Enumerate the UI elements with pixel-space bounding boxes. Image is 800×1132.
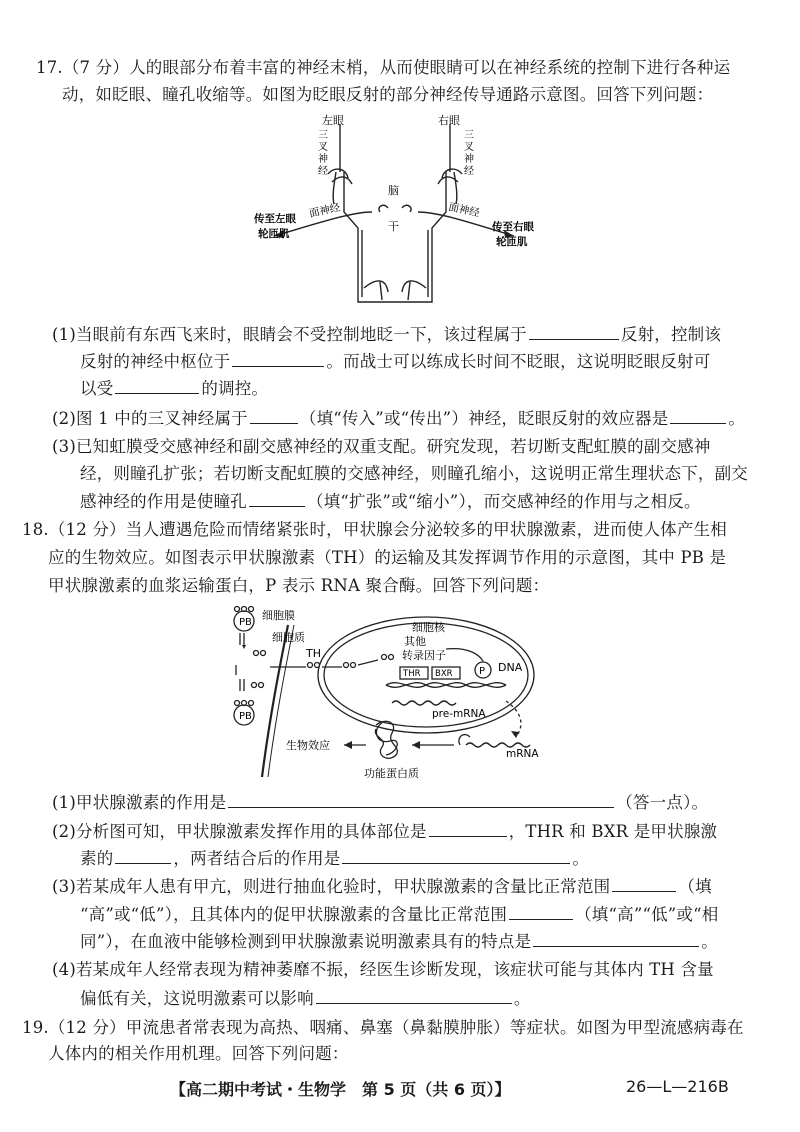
answer-blank[interactable] xyxy=(249,491,305,507)
cell-membrane-label: 细胞膜 xyxy=(262,609,295,622)
to-left-line1: 传至左眼 xyxy=(254,213,296,225)
to-right-line2: 轮匝肌 xyxy=(496,236,528,248)
q18-intro-line3: 甲状腺激素的血浆运输蛋白，P 表示 RNA 聚合酶。回答下列问题： xyxy=(48,576,550,595)
facial-left-label: 面神经 xyxy=(308,201,342,220)
q18-sub1-line1: (1)甲状腺激素的作用是 （答一点）。 xyxy=(52,793,709,812)
answer-blank[interactable] xyxy=(509,904,573,920)
q19-intro-line2: 人体内的相关作用机理。回答下列问题： xyxy=(48,1044,349,1063)
q18-intro-line2: 应的生物效应。如图表示甲状腺激素（TH）的运输及其发挥调节作用的示意图，其中 PB 是 xyxy=(48,548,727,567)
pb-bottom-label: PB xyxy=(239,711,252,722)
footer-title: 【高二期中考试・生物学 第 5 页（共 6 页）】 xyxy=(170,1080,511,1099)
blink-reflex-diagram xyxy=(252,112,542,312)
q18-sub2-line2: 素的 ，两者结合后的作用是 。 xyxy=(80,849,590,868)
trigeminal-left-label: 三叉神经 xyxy=(318,130,328,177)
left-eye-label: 左眼 xyxy=(322,114,344,127)
bxr-label: BXR xyxy=(435,669,453,679)
q17-intro-line1: 17.（7 分）人的眼部分布着丰富的神经末梢，从而使眼睛可以在神经系统的控制下进行各种运 xyxy=(36,58,731,77)
other-factor-line1: 其他 xyxy=(404,635,426,648)
to-right-line1: 传至右眼 xyxy=(492,221,534,233)
brain-top-label: 脑 xyxy=(388,184,399,197)
answer-blank[interactable] xyxy=(232,351,324,367)
q18-sub3-line2: “高”或“低”），且其体内的促甲状腺激素的含量比正常范围 （填“高”“低”或“相 xyxy=(80,905,719,924)
answer-blank[interactable] xyxy=(533,931,699,947)
answer-blank[interactable] xyxy=(612,876,676,892)
q17-sub1-line2: 反射的神经中枢位于 。而战士可以练成长时间不眨眼，这说明眨眼反射可 xyxy=(80,352,711,371)
q17-sub3-line2: 经，则瞳孔扩张；若切断支配虹膜的交感神经，则瞳孔缩小，这说明正常生理状态下，副交 xyxy=(80,464,748,483)
q17-sub2-line1: (2)图 1 中的三叉神经属于 （填“传入”或“传出”）神经，眨眼反射的效应器是 。 xyxy=(52,409,746,428)
cytoplasm-label: 细胞质 xyxy=(272,631,305,644)
q18-intro-line1: 18.（12 分）当人遭遇危险而情绪紧张时，甲状腺会分泌较多的甲状腺激素，进而使人体产生相 xyxy=(22,520,727,539)
p-label: P xyxy=(479,666,486,677)
answer-blank[interactable] xyxy=(342,848,570,864)
answer-blank[interactable] xyxy=(115,378,199,394)
thr-label: THR xyxy=(403,669,421,679)
trigeminal-right-label: 三叉神经 xyxy=(464,130,474,177)
answer-blank[interactable] xyxy=(228,792,614,808)
q18-sub3-line3: 同”），在血液中能够检测到甲状腺激素说明激素具有的特点是 。 xyxy=(80,932,718,951)
q17-sub3-line1: (3)已知虹膜受交感神经和副交感神经的双重支配。研究发现，若切断支配虹膜的副交感神 xyxy=(52,437,711,456)
right-eye-label: 右眼 xyxy=(438,114,460,127)
pb-top-label: PB xyxy=(239,617,252,628)
facial-right-label: 面神经 xyxy=(447,201,481,220)
q18-sub3-line1: (3)若某成年人患有甲亢，则进行抽血化验时，甲状腺激素的含量比正常范围 （填 xyxy=(52,877,712,896)
q18-sub2-line1: (2)分析图可知，甲状腺激素发挥作用的具体部位是 ，THR 和 BXR 是甲状腺激 xyxy=(52,822,718,841)
footer-code: 26—L—216B xyxy=(626,1077,729,1096)
dna-label: DNA xyxy=(498,661,523,674)
thyroid-hormone-diagram xyxy=(226,605,546,785)
answer-blank[interactable] xyxy=(529,324,619,340)
th-label: TH xyxy=(306,647,321,660)
q17-intro-line2: 动，如眨眼、瞳孔收缩等。如图为眨眼反射的部分神经传导通路示意图。回答下列问题： xyxy=(62,85,714,104)
q19-intro-line1: 19.（12 分）甲流患者常表现为高热、咽痛、鼻塞（鼻黏膜肿胀）等症状。如图为甲型流感病毒在 xyxy=(22,1018,744,1037)
bio-effect-label: 生物效应 xyxy=(286,739,330,752)
nucleus-label: 细胞核 xyxy=(412,621,445,634)
pre-mrna-label: pre-mRNA xyxy=(432,708,486,720)
q17-sub1-line3: 以受 的调控。 xyxy=(80,379,269,398)
answer-blank[interactable] xyxy=(115,848,171,864)
answer-blank[interactable] xyxy=(670,408,726,424)
answer-blank[interactable] xyxy=(316,988,512,1004)
other-factor-line2: 转录因子 xyxy=(402,649,446,662)
mrna-label: mRNA xyxy=(506,748,539,760)
functional-protein-label: 功能蛋白质 xyxy=(364,767,419,780)
to-left-line2: 轮匝肌 xyxy=(258,228,290,240)
q18-sub4-line1: (4)若某成年人经常表现为精神萎靡不振，经医生诊断发现，该症状可能与其体内 TH 含量 xyxy=(52,960,714,979)
q17-sub1-line1: (1)当眼前有东西飞来时，眼睛会不受控制地眨一下，该过程属于 反射，控制该 xyxy=(52,325,722,344)
q18-sub4-line2: 偏低有关，这说明激素可以影响 。 xyxy=(80,989,531,1008)
answer-blank[interactable] xyxy=(429,821,507,837)
q17-sub3-line3: 感神经的作用是使瞳孔 （填“扩张”或“缩小”），而交感神经的作用与之相反。 xyxy=(80,492,701,511)
answer-blank[interactable] xyxy=(250,408,298,424)
brain-bottom-label: 干 xyxy=(388,220,399,233)
